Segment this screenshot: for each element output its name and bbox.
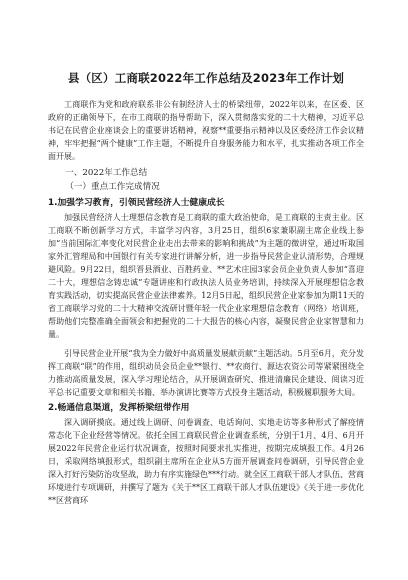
section-heading-2022-summary: 一、2022年工作总结 [65, 168, 148, 178]
paragraph-learning-education-1: 加强民营经济人士理想信念教育是工商联的重大政治使命，是工商联的主责主业。区工商联不断创新学习方式，丰富学习内容，3月25日，组织6家兼职副主席企业线上参加“当前国际汇率变化对民营企业走出去带来的影响和挑战”为主题的微讲堂，通过听取国家外汇管理局和中国银行有关专家进行讲解分析，进一步指导民营企业认清形势，合理规避风险。9月22日，组织晋县酒业、百胜药业、**艺术庄园3家会员企业负责人参加“喜迎二十大，理想信念铸忠诚”专题讲座和行政执法人员业务培训，持续深入开展理想信念教育实践活动，切实提高民营企业法律素养。12月5日起，组织民营企业家参加为期11天的省工商联学习党的二十大精神交流研讨暨年轻一代企业家理想信念教育（网络）培训班，帮助他们完整准确全面领会和把握党的二十大报告的核心内容，凝聚民营企业家智慧和力量。 [48, 213, 364, 339]
paragraph-learning-education-2: 引导民营企业开展“我为全力做好中高质量发展献贡献”主题活动。5月至6月，充分发挥工商联“联”的作用，组织动员会员企业**银行、**农商行、源达农资公司等紧紧围绕全力推动高质量发展，深入学习理论结合，从开展调查研究、推进清廉民企建设、阅读习近平总书记重要文章和相关书籍、举办演讲比赛等方式投身主题活动，积极履职服务大局。 [48, 349, 364, 397]
item-heading-information-channels: 2.畅通信息渠道，发挥桥梁纽带作用 [48, 403, 190, 413]
document-title: 县（区）工商联2022年工作总结及2023年工作计划 [67, 71, 345, 85]
subsection-heading-key-work: （一）重点工作完成情况 [65, 182, 160, 192]
intro-paragraph: 工商联作为党和政府联系非公有制经济人士的桥梁纽带，2022年以来，在区委、区政府的正确领导下，在市工商联的指导帮助下，深入贯彻落实党的二十大精神，习近平总书记在民营企业座谈会上的重要讲话精神，视察**重要指示精神以及区委经济工作会议精神，牢牢把握“两个健康”工作主题，不断提升自身服务能力和水平，扎实推动各项工作全面开展。 [48, 100, 364, 161]
item-heading-learning-education: 1.加强学习教育，引领民营经济人士健康成长 [48, 198, 225, 208]
paragraph-information-channels-1: 深入调研摸底。通过线上调研、问卷调查、电话询问、实地走访等多种形式了解疫情常态化下企业经营等情况。依托全国工商联民营企业调查系统，分别于1月、4月、6月开展2022年民营企业运行状况调查，按照时间要求扎实推进，按期完成填报工作。4月26日，采取网络填报形式，组织副主席所在企业从5方面开展调查问卷调研，引导民营企业深入打好污染防治攻坚战，助力有序实施绿色***行动。就全区工商联干部人才队伍、营商环境进行专项调研，并撰写了题为《关于**区工商联干部人才队伍建设》《关于进一步优化**区营商环 [48, 418, 364, 505]
